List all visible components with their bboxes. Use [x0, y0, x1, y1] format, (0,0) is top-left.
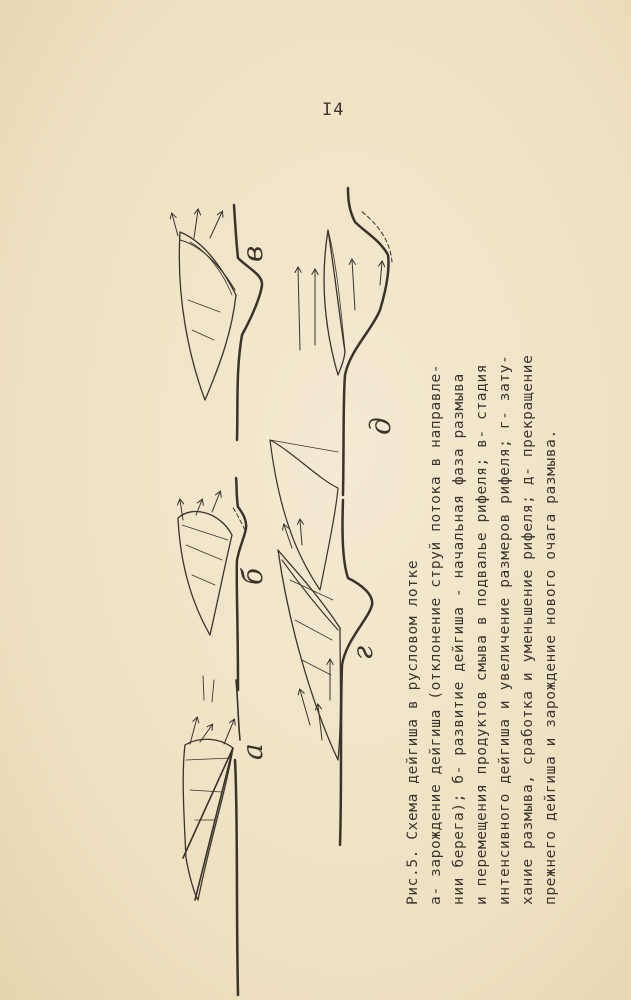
- panel-v-sketch: [172, 205, 262, 440]
- panel-label-a: а: [236, 743, 269, 760]
- caption-line: прежнего дейгиша и зарождение нового очага размыва.: [543, 429, 559, 905]
- panel-label-g: г: [346, 645, 379, 660]
- caption-line: нии берега); б- развитие дейгиша - начальная фаза размыва: [451, 373, 467, 905]
- caption-line: а- зарождение дейгиша (отклонение струй потока в направле-: [428, 363, 444, 905]
- caption-line: хание размыва, сработка и уменьшение рифеля; д- прекращение: [520, 354, 536, 905]
- caption-line: интенсивного дейгиша и увеличение размеров рифеля; г- зату-: [497, 354, 513, 905]
- panel-d-sketch: [298, 188, 392, 495]
- panel-g-sketch: [270, 440, 372, 845]
- panel-a-sketch: [183, 676, 240, 995]
- panel-label-v: в: [236, 245, 269, 262]
- caption-line: и перемещения продуктов смыва в подвалье рифеля; в- стадия: [474, 363, 490, 905]
- page-number: I4: [322, 100, 345, 120]
- panel-label-d: д: [364, 417, 397, 435]
- caption-line: Рис.5. Схема дейгиша в русловом лотке: [405, 559, 421, 905]
- panel-label-b: б: [236, 567, 269, 585]
